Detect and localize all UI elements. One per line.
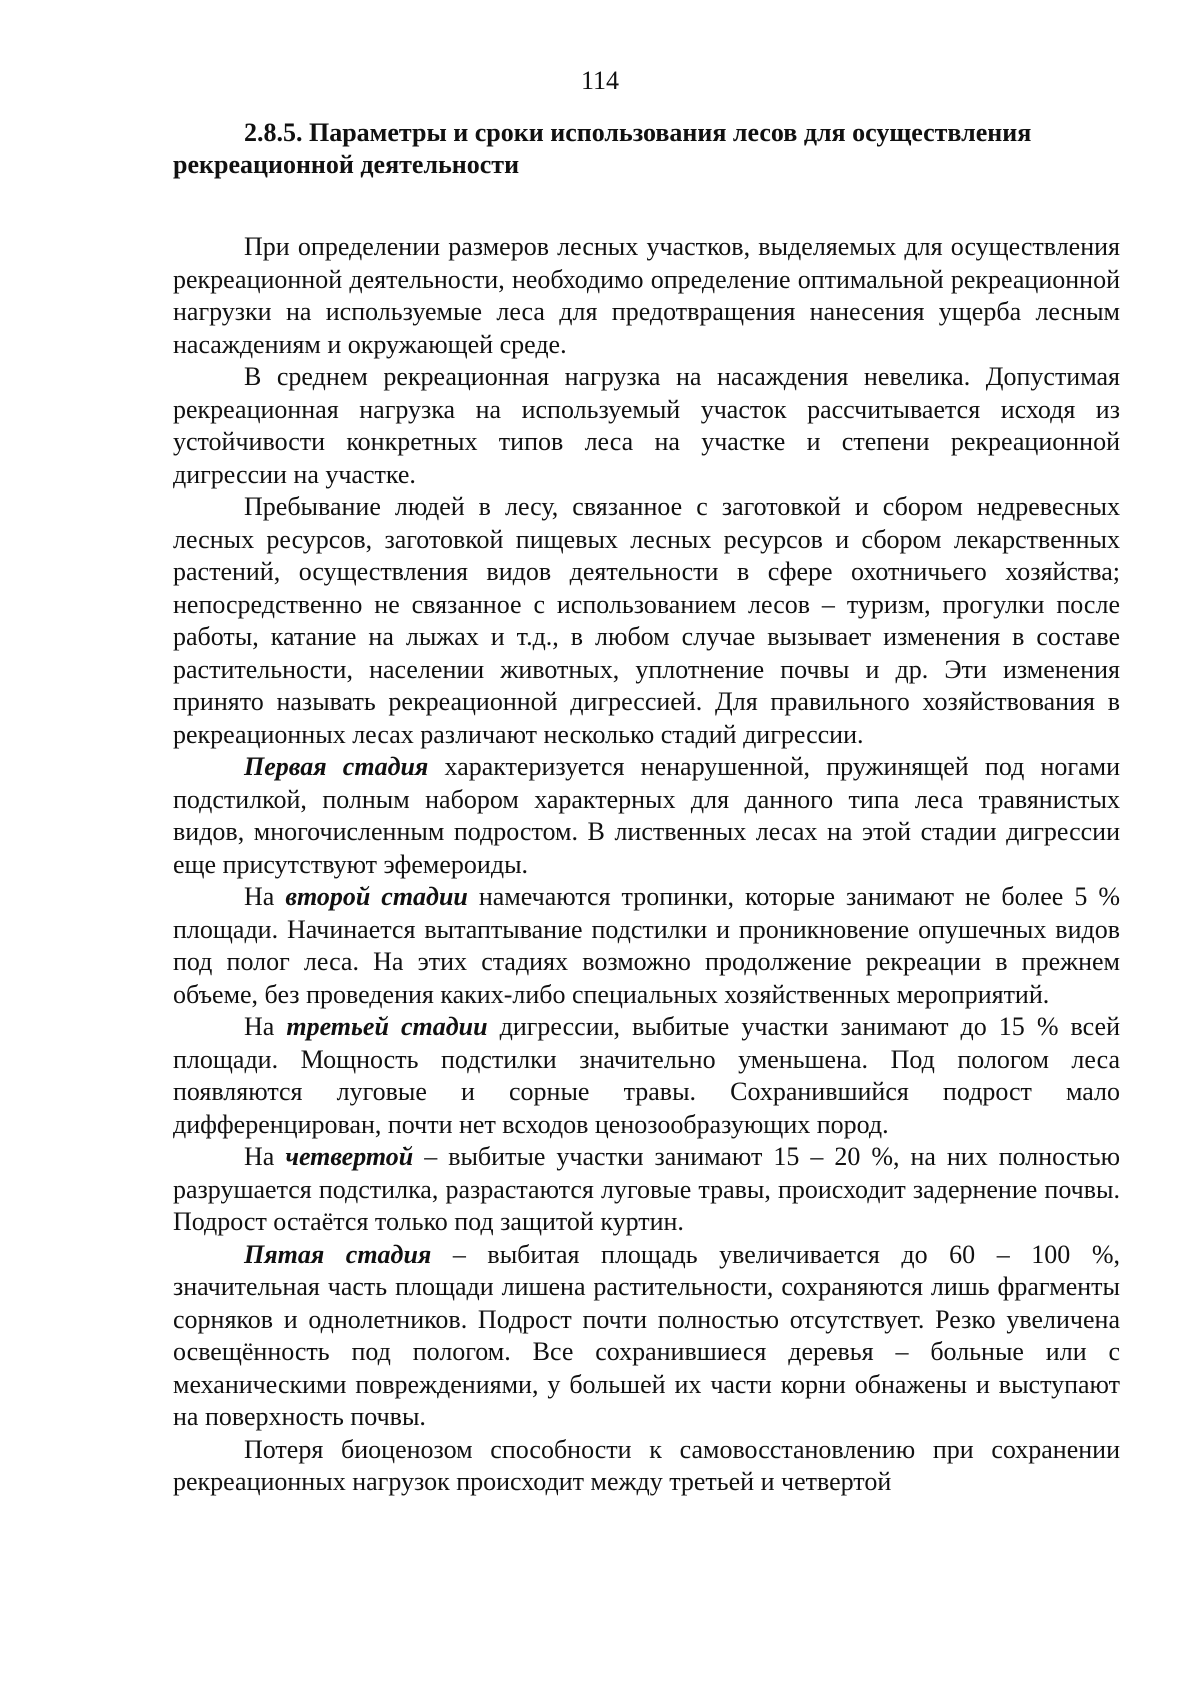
paragraph-7-text: – выбитые участки занимают 15 – 20 %, на них полностью разрушается подстилка, разрастаются луговые травы, происходит задернение почвы. Подрост остаётся только под защитой куртин. bbox=[173, 1142, 1120, 1236]
page-number: 114 bbox=[580, 66, 620, 95]
paragraph-4-text: характеризуется ненарушенной, пружинящей под ногами подстилкой, полным набором характерных для данного типа леса травянистых видов, многочисленным подростом. В лиственных лесах на этой стадии дигрессии еще присутствуют эфемероиды. bbox=[173, 752, 1120, 879]
paragraph-8 bbox=[173, 1239, 1120, 1434]
page-content bbox=[173, 117, 1120, 1499]
stage-1-term: Первая стадия bbox=[244, 752, 429, 781]
paragraph-5-text: намечаются тропинки, которые занимают не более 5 % площади. Начинается вытаптывание подстилки и проникновение опушечных видов под полог леса. На этих стадиях возможно продолжение рекреации в прежнем объеме, без проведения каких-либо специальных хозяйственных мероприятий. bbox=[173, 882, 1120, 1009]
paragraph-3: Пребывание людей в лесу, связанное с заготовкой и сбором недревесных лесных ресурсов, заготовкой пищевых лесных ресурсов и сбором лекарственных растений, осуществления видов деятельности в сфере охотничьего хозяйства; непосредственно не связанное с использованием лесов – туризм, прогулки после работы, катание на лыжах и т.д., в любом случае вызывает изменения в составе растительности, населении животных, уплотнение почвы и др. Эти изменения принято называть рекреационной дигрессией. Для правильного хозяйствования в рекреационных лесах различают несколько стадий дигрессии. bbox=[173, 492, 1120, 749]
paragraph-7-lead: На bbox=[244, 1142, 286, 1171]
paragraph-1: При определении размеров лесных участков, выделяемых для осуществления рекреационной деятельности, необходимо определение оптимальной рекреационной нагрузки на используемые леса для предотвращения нанесения ущерба лесным насаждениям и окружающей среде. bbox=[173, 232, 1120, 359]
section-heading: 2.8.5. Параметры и сроки использования лесов для осуществления рекреационной деятельности bbox=[173, 118, 1032, 179]
paragraph-7 bbox=[173, 1141, 1120, 1239]
paragraph-8-text: – выбитая площадь увеличивается до 60 – 100 %, значительная часть площади лишена растительности, сохраняются лишь фрагменты сорняков и однолетников. Подрост почти полностью отсутствует. Резко увеличена освещённость под пологом. Все сохранившиеся деревья – больные или с механическими повреждениями, у большей их части корни обнажены и выступают на поверхность почвы. bbox=[173, 1239, 1121, 1431]
paragraph-6-text: дигрессии, выбитые участки занимают до 15 % всей площади. Мощность подстилки значительно уменьшена. Под пологом леса появляются луговые и сорные травы. Сохранившийся подрост мало дифференцирован, почти нет всходов ценозообразующих пород. bbox=[173, 1012, 1120, 1139]
stage-5-term: Пятая стадия bbox=[244, 1239, 432, 1269]
stage-2-term: второй стадии bbox=[285, 882, 468, 911]
paragraph-5 bbox=[173, 881, 1120, 1011]
paragraph-5-lead: На bbox=[244, 882, 286, 911]
paragraph-2: В среднем рекреационная нагрузка на насаждения невелика. Допустимая рекреационная нагрузка на используемый участок рассчитывается исходя из устойчивости конкретных типов леса на участке и степени рекреационной дигрессии на участке. bbox=[173, 362, 1120, 489]
paragraph-4 bbox=[173, 751, 1120, 881]
stage-4-term: четвертой bbox=[285, 1142, 414, 1171]
paragraph-9: Потеря биоценозом способности к самовосстановлению при сохранении рекреационных нагрузок происходит между третьей и четвертой bbox=[173, 1434, 1120, 1496]
body-text bbox=[173, 231, 1120, 1499]
stage-3-term: третьей стадии bbox=[286, 1012, 488, 1041]
paragraph-6-lead: На bbox=[244, 1012, 287, 1041]
paragraph-6 bbox=[173, 1011, 1120, 1141]
